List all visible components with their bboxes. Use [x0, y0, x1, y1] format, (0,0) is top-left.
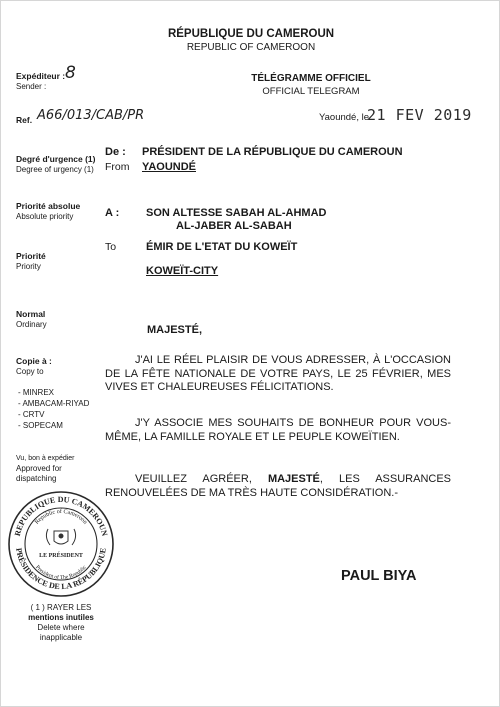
footnote-block: ( 1 ) RAYER LES mentions inutiles Delete where inapplicable [28, 603, 94, 642]
telegram-title-fr: TÉLÉGRAMME OFFICIEL [251, 73, 371, 84]
to-line-1: SON ALTESSE SABAH AL-AHMAD [146, 207, 327, 219]
to-line-3: ÉMIR DE L'ETAT DU KOWEÏT [146, 241, 298, 253]
paragraph-2: J'Y ASSOCIE MES SOUHAITS DE BONHEUR POUR VOUS-MÊME, LA FAMILLE ROYALE ET LE PEUPLE KOWEÏTIEN. [105, 417, 451, 443]
urgency-label-fr: Degré d'urgence (1) [16, 154, 96, 164]
copy-to-item: - SOPECAM [18, 421, 63, 430]
seal-inner-bottom-text: President of The Republic [34, 564, 88, 582]
from-line-1: PRÉSIDENT DE LA RÉPUBLIQUE DU CAMEROUN [142, 146, 403, 158]
from-label-en: From [105, 161, 130, 173]
sender-label [16, 71, 65, 92]
seal-inner-top-text: Republic of Cameroon [34, 508, 88, 526]
urgency-label-en: Degree of urgency (1) [16, 165, 94, 174]
normal-label: Normal Ordinary [16, 309, 47, 329]
sender-handwritten-value: 8 [65, 63, 76, 83]
reference-handwritten-value: A66/013/CAB/PR [37, 108, 145, 123]
seal-outer-top-text: REPUBLIQUE DU CAMEROUN [12, 494, 110, 537]
copy-to-label-en: Copy to [16, 367, 44, 376]
sender-label-fr: Expéditeur : [16, 71, 66, 81]
date-label: Yaoundé, le [319, 112, 370, 123]
from-label-fr: De : [105, 146, 126, 158]
paragraph-1: J'AI LE RÉEL PLAISIR DE VOUS ADRESSER, À L'OCCASION DE LA FÊTE NATIONALE DE VOTRE PAYS, LE 25 FÉVRIER, MES VIVES ET CHALEUREUSES FÉLICITATIONS. [105, 354, 451, 393]
sender-label-en: Sender : [16, 82, 47, 91]
salutation: MAJESTÉ, [147, 324, 203, 336]
presidential-seal [6, 489, 116, 599]
paragraph-3: VEUILLEZ AGRÉER, MAJESTÉ, LES ASSURANCES RENOUVELÉES DE MA TRÈS HAUTE CONSIDÉRATION.- [105, 473, 452, 499]
urgency-label [16, 154, 95, 175]
coat-of-arms-icon [46, 529, 75, 545]
seal-inner-mid-text: LE PRÉSIDENT [39, 553, 83, 559]
copy-to-label-fr: Copie à : [16, 356, 52, 366]
header-republic-en: REPUBLIC OF CAMEROON [186, 42, 316, 53]
date-stamp: 21 FEV 2019 [367, 106, 472, 124]
header-republic-fr: RÉPUBLIQUE DU CAMEROUN [167, 28, 335, 40]
telegram-title-en: OFFICIAL TELEGRAM [262, 86, 360, 97]
seal-outer-bottom-text: PRÉSIDENCE DE LA RÉPUBLIQUE [14, 547, 108, 592]
to-label-fr: A : [105, 207, 120, 219]
to-line-2: AL-JABER AL-SABAH [176, 220, 292, 232]
signature-name: PAUL BIYA [341, 568, 417, 584]
copy-to-block [16, 356, 52, 377]
reference-label: Ref. [16, 115, 33, 125]
to-line-4: KOWEÏT-CITY [146, 265, 219, 277]
copy-to-item: - AMBACAM-RIYAD [18, 399, 90, 408]
priority-label: Priorité Priority [16, 251, 46, 271]
approved-block: Vu, bon à expédier Approved for dispatching [16, 455, 75, 483]
to-label-en: To [105, 241, 117, 253]
priority-absolute-label: Priorité absolue Absolute priority [16, 201, 81, 221]
copy-to-item: - CRTV [18, 410, 45, 419]
from-line-2: YAOUNDÉ [142, 161, 196, 173]
copy-to-list [18, 387, 89, 431]
copy-to-item: - MINREX [18, 388, 54, 397]
